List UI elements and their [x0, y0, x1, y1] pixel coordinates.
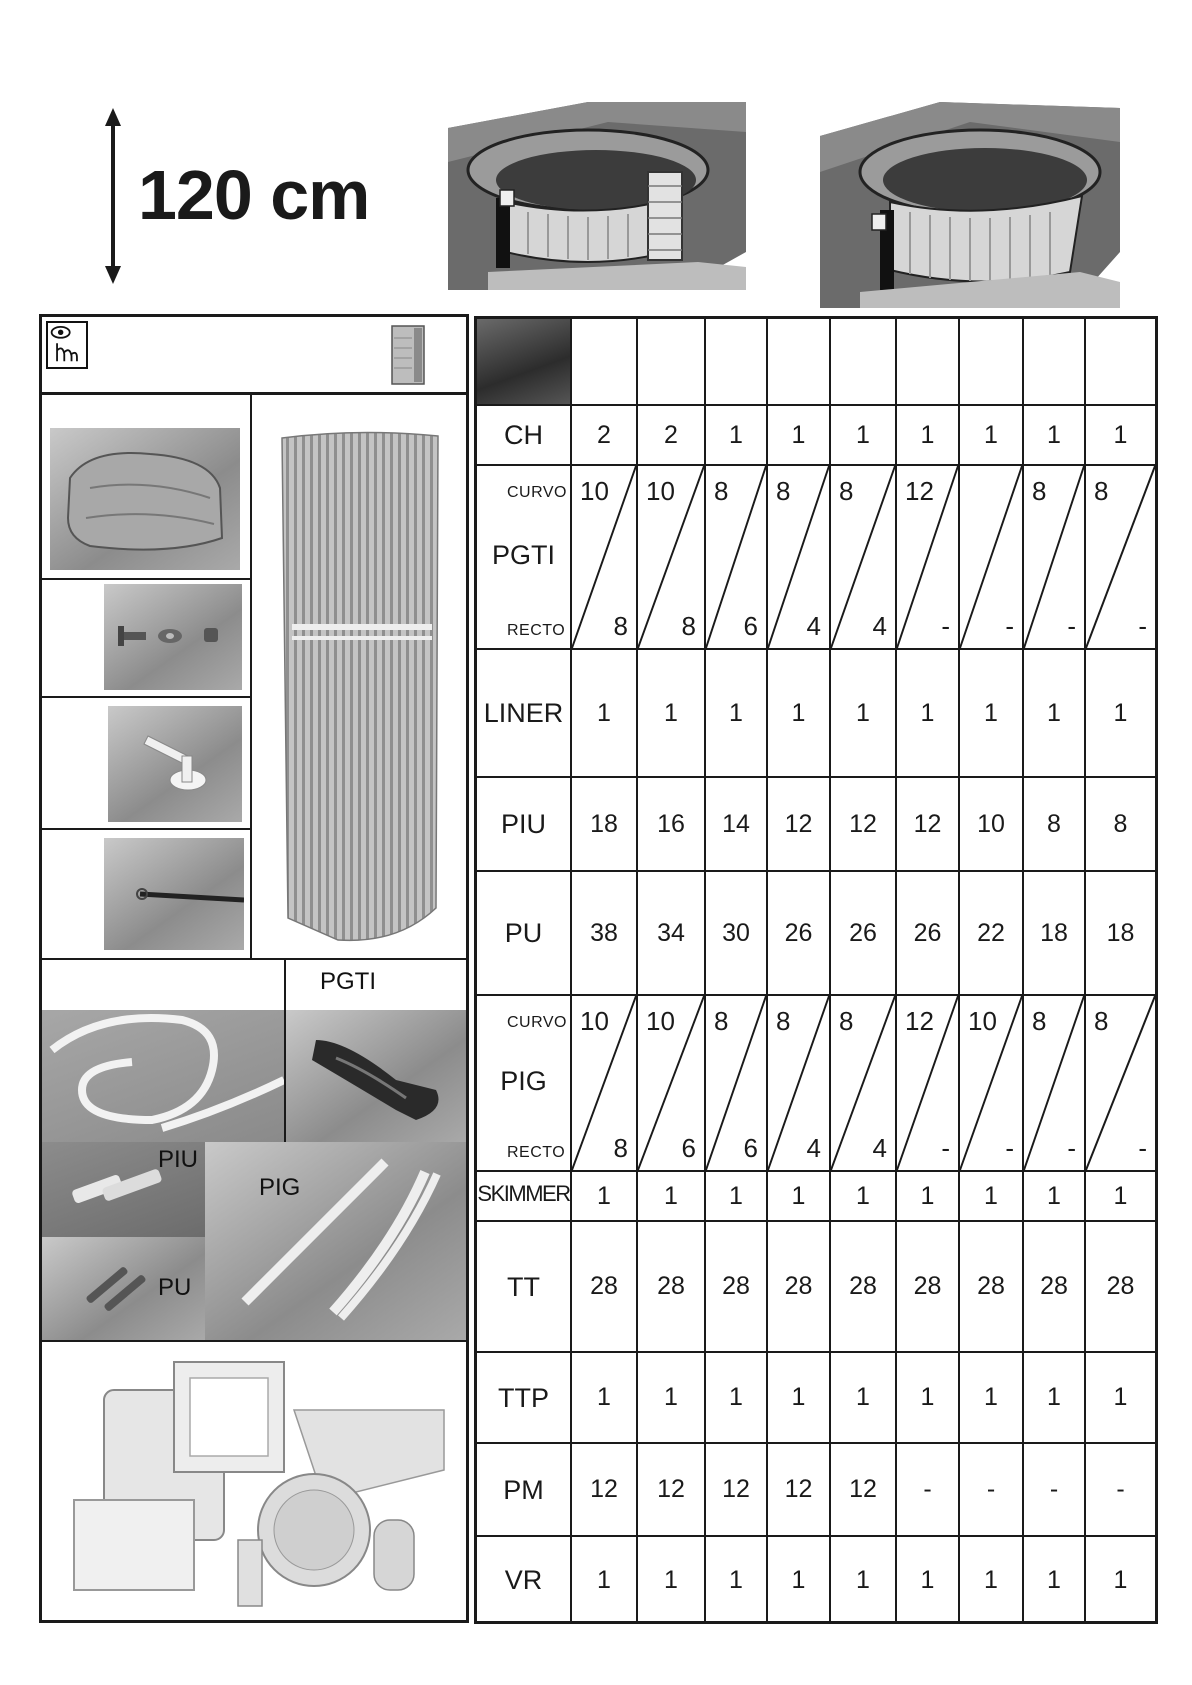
- quantity-cell: 22: [960, 872, 1024, 994]
- table-row-pu: [477, 872, 1155, 996]
- cable-cell: [42, 828, 252, 960]
- recto-value: 6: [743, 1133, 758, 1163]
- curvo-recto-cell: [572, 996, 638, 1170]
- quantity-cell: 28: [897, 1222, 960, 1351]
- row-label-cell: [477, 1444, 572, 1535]
- recto-value: -: [1067, 611, 1076, 641]
- row-label: TTP: [498, 1382, 549, 1413]
- quantity-cell: 26: [897, 872, 960, 994]
- quantity-cell: 1: [768, 406, 831, 464]
- curvo-recto-cell: [572, 466, 638, 648]
- curvo-recto-cell: [638, 466, 706, 648]
- pgti-profile-photo: [286, 1010, 466, 1142]
- quantity-cell: 12: [572, 1444, 638, 1535]
- quantity-cell: 8: [1113, 809, 1128, 838]
- quantity-cell: 2: [638, 406, 706, 464]
- table-row-tt: [477, 1222, 1155, 1353]
- quantity-cell: 1: [572, 1537, 638, 1624]
- quantity-cell: 28: [706, 1222, 768, 1351]
- quantity-cell: 1: [706, 1172, 768, 1220]
- curvo-sublabel: CURVO: [507, 484, 567, 501]
- row-label-cell: [477, 1537, 572, 1624]
- row-label-cell: [477, 1353, 572, 1442]
- model-header-cell: [768, 319, 831, 404]
- row-label-cell: [477, 466, 572, 648]
- corrugated-wall-roll-photo: [278, 428, 440, 944]
- quantity-cell: 1: [572, 1172, 638, 1220]
- recto-value: -: [1067, 1133, 1076, 1163]
- quantity-cell: 1: [897, 1172, 960, 1220]
- recto-value: -: [1138, 1133, 1147, 1163]
- curvo-value: 10: [580, 1006, 609, 1036]
- quantity-cell: 1: [768, 1353, 831, 1442]
- quantity-cell: 18: [572, 778, 638, 870]
- curvo-recto-cell: [831, 466, 897, 648]
- row-label-cell: [477, 872, 572, 994]
- quantity-cell: 1: [706, 406, 768, 464]
- skimmer-cell: [42, 1340, 466, 1620]
- row-label: VR: [504, 1564, 543, 1595]
- curvo-value: 8: [1032, 1006, 1047, 1036]
- quantity-cell: 1: [638, 650, 706, 776]
- plastic-anchor-plug-photo: [108, 706, 242, 822]
- model-header-cell: [960, 319, 1024, 404]
- model-header-cell: [831, 319, 897, 404]
- wall-roll-cell: [250, 392, 466, 960]
- liner-cell: [42, 392, 252, 580]
- quantity-cell: 1: [768, 1537, 831, 1624]
- recto-value: -: [1005, 1133, 1014, 1163]
- row-label: PU: [504, 918, 543, 948]
- quantity-cell: 1: [960, 650, 1024, 776]
- row-label: PIU: [500, 809, 546, 839]
- quantity-cell: 1: [768, 1172, 831, 1220]
- quantity-cell: 1: [960, 1353, 1024, 1442]
- curvo-value: 8: [714, 1006, 729, 1036]
- pgti-label: PGTI: [320, 968, 377, 995]
- curvo-sublabel: CURVO: [507, 1014, 567, 1031]
- quantity-cell: 1: [638, 1537, 706, 1624]
- recto-value: 4: [872, 611, 887, 641]
- quantity-cell: 28: [768, 1222, 831, 1351]
- quantity-cell: -: [897, 1444, 960, 1535]
- curvo-value: 10: [580, 476, 609, 506]
- components-quantity-table: [474, 316, 1158, 1624]
- quantity-cell: 1: [768, 650, 831, 776]
- recto-value: -: [1005, 611, 1014, 641]
- quantity-cell: 1: [960, 1537, 1024, 1624]
- folded-liner-photo: [50, 428, 240, 570]
- table-row-pgti: [477, 466, 1155, 650]
- recto-value: -: [941, 611, 950, 641]
- quantity-cell: 1: [1024, 1172, 1086, 1220]
- pu-label: PU: [158, 1274, 192, 1301]
- model-header-cell: [638, 319, 706, 404]
- row-label: CH: [504, 420, 543, 450]
- quantity-cell: 1: [1024, 1353, 1086, 1442]
- quantity-cell: -: [1116, 1475, 1125, 1503]
- quantity-cell: 18: [1024, 872, 1086, 994]
- quantity-cell: 30: [706, 872, 768, 994]
- height-arrow-icon: [98, 108, 128, 284]
- quantity-cell: 1: [831, 1172, 897, 1220]
- curvo-recto-cell: [706, 996, 768, 1170]
- quantity-cell: 1: [831, 650, 897, 776]
- quantity-cell: 1: [831, 406, 897, 464]
- quantity-cell: 28: [572, 1222, 638, 1351]
- quantity-cell: 1: [706, 1537, 768, 1624]
- recto-value: 4: [806, 611, 821, 641]
- quantity-cell: 12: [768, 778, 831, 870]
- quantity-cell: 38: [572, 872, 638, 994]
- quantity-cell: 1: [706, 650, 768, 776]
- quantity-cell: 12: [706, 1444, 768, 1535]
- wall-panel-package-icon: [390, 324, 426, 386]
- curvo-value: 12: [905, 476, 934, 506]
- quantity-cell: 12: [897, 778, 960, 870]
- row-label: TT: [507, 1271, 540, 1302]
- curvo-recto-cell: [831, 996, 897, 1170]
- quantity-cell: 1: [1113, 1383, 1128, 1411]
- table-row-liner: [477, 650, 1155, 778]
- quantity-cell: 12: [638, 1444, 706, 1535]
- oval-pool-in-ground-icon: [820, 102, 1120, 308]
- quantity-cell: 1: [831, 1537, 897, 1624]
- quantity-cell: 1: [960, 406, 1024, 464]
- recto-value: 8: [681, 611, 696, 641]
- quantity-cell: 1: [638, 1172, 706, 1220]
- ground-cable-photo: [104, 838, 244, 950]
- quantity-cell: 1: [572, 1353, 638, 1442]
- curvo-value: 8: [714, 476, 729, 506]
- quantity-cell: 34: [638, 872, 706, 994]
- skimmer-and-return-kit-photo: [64, 1350, 454, 1612]
- curvo-recto-cell: [1024, 996, 1086, 1170]
- quantity-cell: -: [960, 1444, 1024, 1535]
- components-panel: [39, 314, 469, 1623]
- row-label: PGTI: [491, 540, 555, 570]
- table-row-pig: [477, 996, 1155, 1172]
- recto-value: 4: [872, 1133, 887, 1163]
- row-label-cell: [477, 406, 572, 464]
- recto-sublabel: RECTO: [507, 622, 566, 639]
- curvo-recto-cell: [960, 996, 1024, 1170]
- quantity-cell: 1: [638, 1353, 706, 1442]
- recto-value: 8: [613, 611, 628, 641]
- model-header-cell: [572, 319, 638, 404]
- table-row-vr: [477, 1537, 1155, 1624]
- curvo-recto-cell: [897, 466, 960, 648]
- recto-value: -: [1138, 611, 1147, 641]
- quantity-cell: 1: [1113, 1181, 1128, 1210]
- piu-label: PIU: [158, 1146, 199, 1173]
- quantity-cell: 1: [1113, 420, 1128, 449]
- quantity-cell: 1: [831, 1353, 897, 1442]
- table-header-row: [477, 319, 1155, 406]
- panel-header: [42, 317, 466, 395]
- quantity-cell: 1: [960, 1172, 1024, 1220]
- model-header-cell: [1086, 319, 1155, 404]
- quantity-cell: 1: [897, 1537, 960, 1624]
- table-row-pm: [477, 1444, 1155, 1537]
- quantity-cell: 14: [706, 778, 768, 870]
- quantity-cell: 16: [638, 778, 706, 870]
- quantity-cell: 26: [768, 872, 831, 994]
- row-label-cell: [477, 996, 572, 1170]
- curvo-value: 8: [1032, 476, 1047, 506]
- quantity-cell: 28: [1106, 1272, 1135, 1300]
- quantity-cell: 1: [1113, 1566, 1128, 1594]
- row-label: PIG: [500, 1066, 547, 1096]
- table-row-piu: [477, 778, 1155, 872]
- recto-value: 6: [743, 611, 758, 641]
- curvo-recto-cell: [706, 466, 768, 648]
- row-label: SKIMMER: [477, 1181, 570, 1206]
- curvo-value: 10: [646, 1006, 675, 1036]
- curvo-recto-cell: [638, 996, 706, 1170]
- model-header-cell: [706, 319, 768, 404]
- row-label-cell: [477, 1222, 572, 1351]
- row-label-cell: [477, 778, 572, 870]
- quantity-cell: 1: [1024, 650, 1086, 776]
- curvo-recto-cell: [960, 466, 1024, 648]
- quantity-cell: 28: [1024, 1222, 1086, 1351]
- quantity-cell: 28: [960, 1222, 1024, 1351]
- quantity-cell: 1: [897, 1353, 960, 1442]
- quantity-cell: 18: [1106, 918, 1135, 947]
- look-and-touch-icon: [46, 321, 88, 369]
- oval-pool-with-buttress-wall-icon: [448, 102, 746, 290]
- quantity-cell: 1: [706, 1353, 768, 1442]
- bolt-washer-nut-photo: [104, 584, 242, 690]
- quantity-cell: 1: [897, 650, 960, 776]
- row-label: PM: [503, 1474, 544, 1505]
- quantity-cell: 12: [831, 1444, 897, 1535]
- quantity-cell: -: [1024, 1444, 1086, 1535]
- table-row-ttp: [477, 1353, 1155, 1444]
- curvo-recto-cell: [1086, 466, 1155, 648]
- curvo-recto-cell: [1086, 996, 1155, 1170]
- curvo-recto-cell: [768, 996, 831, 1170]
- recto-sublabel: RECTO: [507, 1144, 566, 1161]
- curvo-value: 8: [776, 476, 791, 506]
- quantity-cell: 28: [638, 1222, 706, 1351]
- quantity-cell: 28: [831, 1222, 897, 1351]
- quantity-cell: 10: [960, 778, 1024, 870]
- pig-label: PIG: [259, 1174, 301, 1201]
- pgti-cell: [284, 958, 466, 1144]
- pig-profile-photo: [205, 1142, 466, 1340]
- quantity-cell: 2: [572, 406, 638, 464]
- row-label-cell: [477, 1172, 572, 1220]
- quantity-cell: 1: [897, 406, 960, 464]
- piu-pu-cell: [42, 1142, 207, 1342]
- quantity-cell: 1: [1113, 698, 1128, 727]
- recto-value: 8: [613, 1133, 628, 1163]
- curvo-recto-cell: [897, 996, 960, 1170]
- curvo-value: 12: [905, 1006, 934, 1036]
- pool-thumbnail-photo: [477, 319, 572, 404]
- pig-cell: [205, 1142, 466, 1342]
- quantity-cell: 12: [768, 1444, 831, 1535]
- quantity-cell: 26: [831, 872, 897, 994]
- plug-cell: [42, 696, 252, 830]
- curvo-value: 10: [646, 476, 675, 506]
- quantity-cell: 1: [1024, 406, 1086, 464]
- quantity-cell: 1: [1024, 1537, 1086, 1624]
- curvo-recto-cell: [768, 466, 831, 648]
- coping-cell: [42, 958, 286, 1144]
- recto-value: -: [941, 1133, 950, 1163]
- row-label-cell: [477, 650, 572, 776]
- quantity-cell: 8: [1024, 778, 1086, 870]
- quantity-cell: 12: [831, 778, 897, 870]
- curvo-recto-cell: [1024, 466, 1086, 648]
- hardware-cell: [42, 578, 252, 698]
- quantity-cell: 1: [572, 650, 638, 776]
- model-header-cell: [897, 319, 960, 404]
- coping-strip-photo: [42, 1010, 284, 1142]
- curvo-value: 8: [1094, 476, 1109, 506]
- model-header-cell: [1024, 319, 1086, 404]
- pool-height-label: 120 cm: [138, 156, 370, 234]
- recto-value: 6: [681, 1133, 696, 1163]
- curvo-value: 8: [776, 1006, 791, 1036]
- curvo-value: 8: [1094, 1006, 1109, 1036]
- table-row-skimmer: [477, 1172, 1155, 1222]
- curvo-value: 10: [968, 1006, 997, 1036]
- curvo-value: 8: [839, 1006, 854, 1036]
- curvo-value: 8: [839, 476, 854, 506]
- table-row-ch: [477, 406, 1155, 466]
- recto-value: 4: [806, 1133, 821, 1163]
- row-label: LINER: [483, 698, 564, 728]
